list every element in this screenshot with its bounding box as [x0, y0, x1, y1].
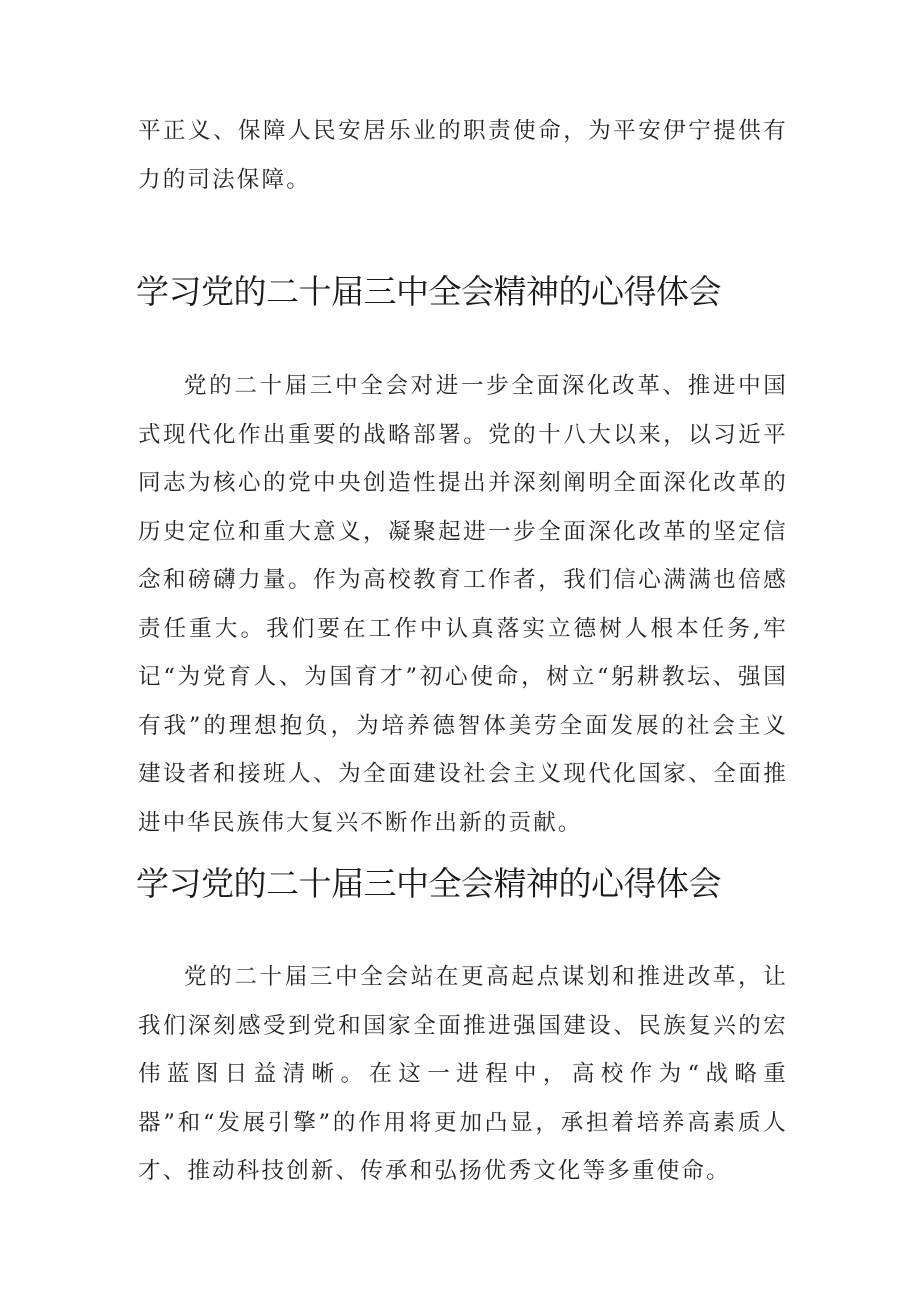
intro-paragraph: 平正义、保障人民安居乐业的职责使命，为平安伊宁提供有力的司法保障。 — [138, 118, 788, 193]
section-body-paragraph: 党的二十届三中全会对进一步全面深化改革、推进中国式现代化作出重要的战略部署。党的十八大以来，以习近平同志为核心的党中央创造性提出并深刻阐明全面深化改革的历史定位和重大意义，凝聚起进一步全面深化改革的坚定信念和磅礴力量。作为高校教育工作者，我们信心满满也倍感责任重大。我们要在工作中认真落实立德树人根本任务,牢记“为党育人、为国育才”初心使命，树立“躬耕教坛、强国有我”的理想抱负，为培养德智体美劳全面发展的社会主义建设者和接班人、为全面建设社会主义现代化国家、全面推进中华民族伟大复兴不断作出新的贡献。 — [138, 373, 788, 836]
section-heading: 学习党的二十届三中全会精神的心得体会 — [136, 272, 721, 311]
section-heading: 学习党的二十届三中全会精神的心得体会 — [136, 864, 721, 903]
section-body-paragraph: 党的二十届三中全会站在更高起点谋划和推进改革，让我们深刻感受到党和国家全面推进强国建设、民族复兴的宏伟蓝图日益清晰。在这一进程中，高校作为“战略重器”和“发展引擎”的作用将更加凸显，承担着培养高素质人才、推动科技创新、传承和弘扬优秀文化等多重使命。 — [138, 964, 788, 1184]
